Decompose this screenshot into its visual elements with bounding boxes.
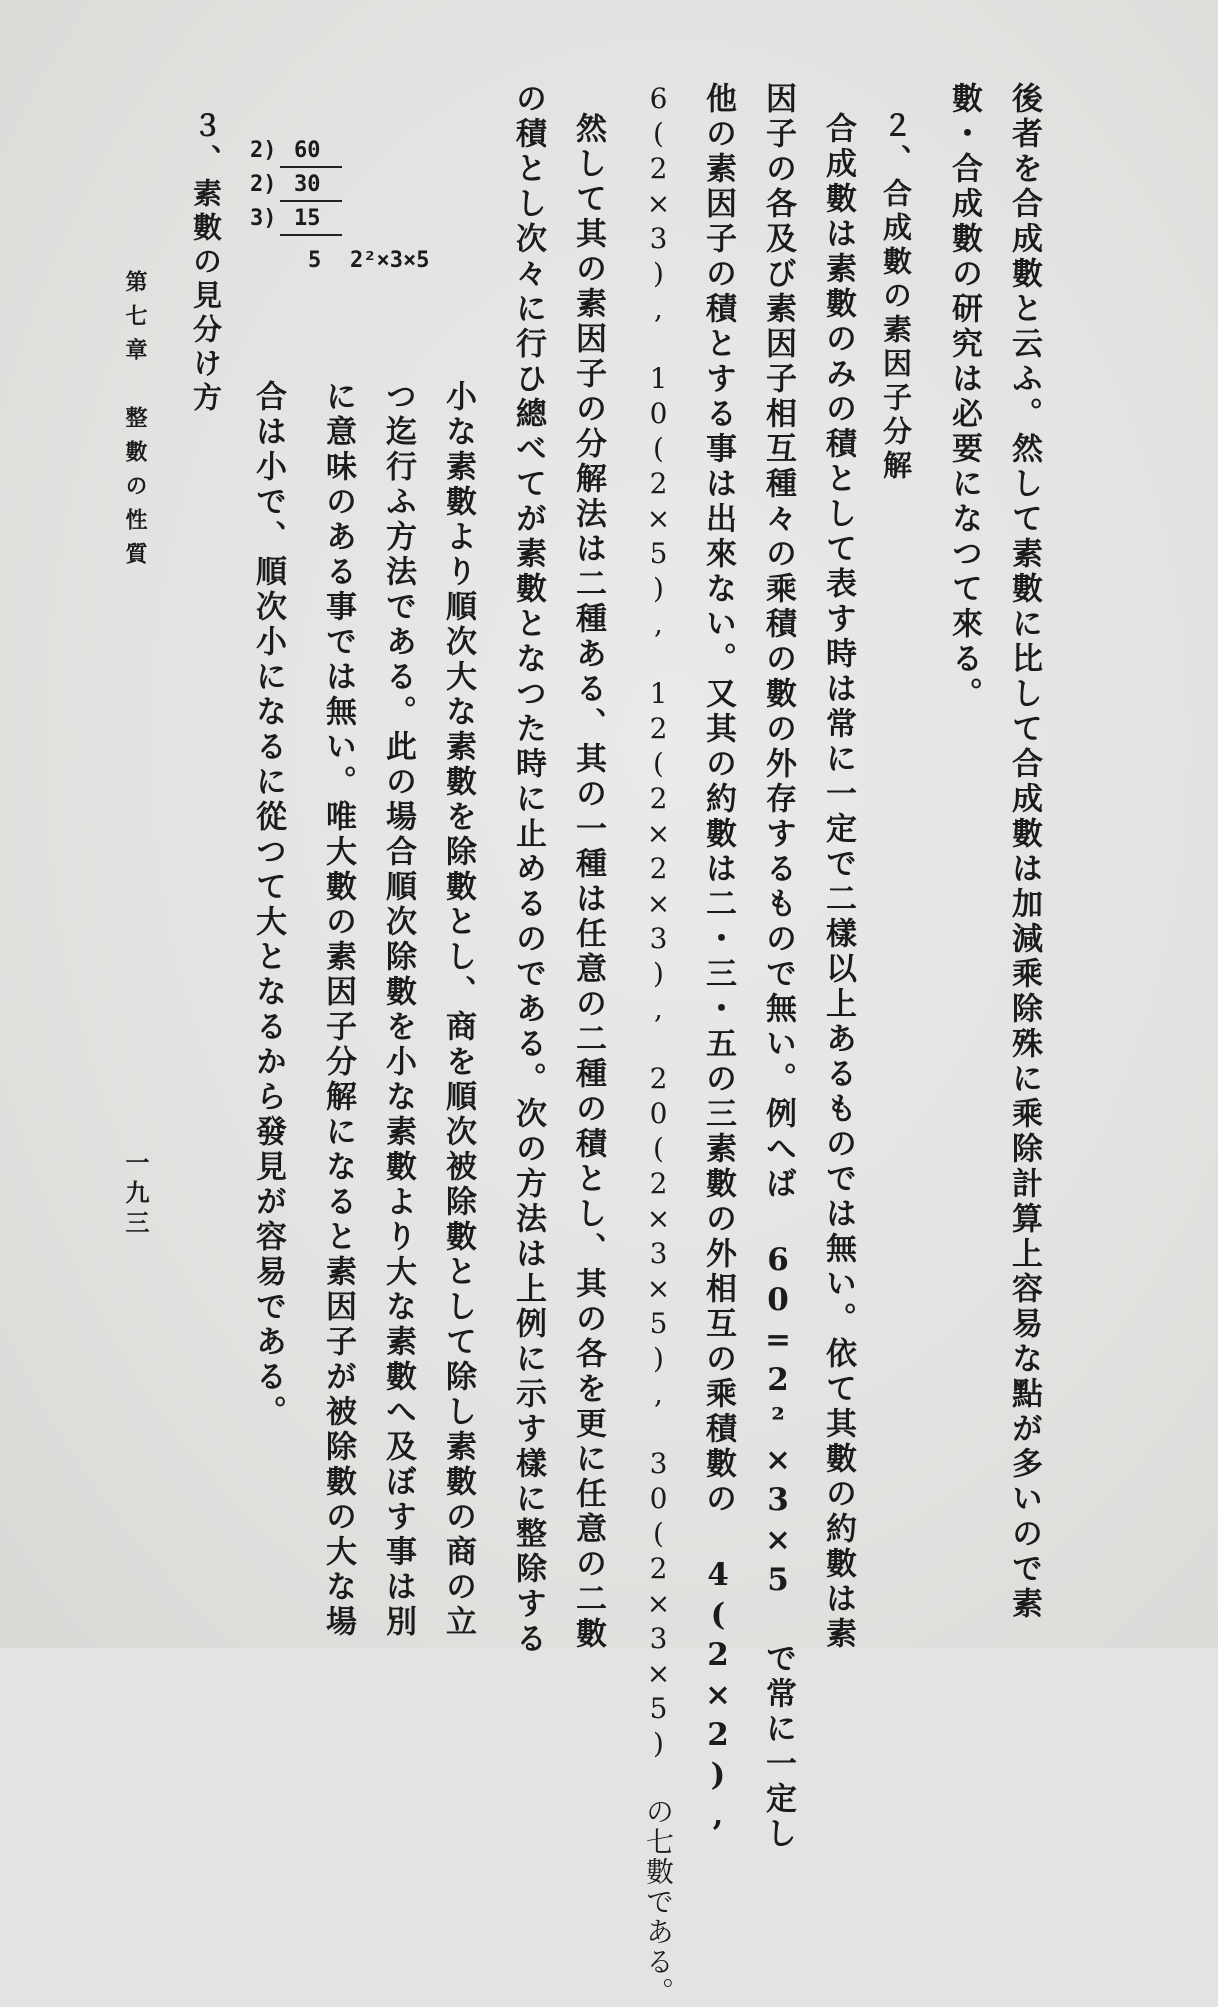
text-column-12: に意味のある事では無い。唯大數の素因子分解になると素因子が被除數の大な場 [320, 380, 356, 1640]
text-column-5: 因子の各及び素因子相互種々の乘積の數の外存するもので無い。例へば 60=2²×3×5 で常に一定し [760, 82, 796, 1852]
factorization-ladder: 2) 60 2) 30 3) 15 5 2²×3×5 [250, 138, 430, 273]
text-column-1: 後者を合成數と云ふ。然して素數に比して合成數は加減乘除殊に乘除計算上容易な點が多いので素 [1006, 82, 1042, 1622]
ladder-rule [280, 200, 342, 202]
text-column-6: 他の素因子の積とする事は出來ない。又其の約數は二・三・五の三素數の外相互の乘積數の 4(2×2), [700, 82, 736, 1837]
ladder-result: 2²×3×5 [350, 248, 430, 273]
section-heading-3: ３、素數の見分け方 [189, 110, 223, 416]
text-column-7: 6(2×3), 10(2×5), 12(2×2×3), 20(2×3×5), 30(2×3×5) の七數である。 [642, 82, 675, 2007]
text-column-8: 然して其の素因子の分解法は二種ある、其の一種は任意の二種の積とし、其の各を更に任意の二數 [570, 112, 606, 1652]
ladder-rule [280, 234, 342, 236]
chapter-running-title: 第七章 整數の性質 [122, 270, 148, 576]
page-number: 一九三 [121, 1150, 150, 1240]
text-column-11: つ迄行ふ方法である。此の場合順次除數を小な素數より大な素數へ及ぼす事は別 [380, 380, 416, 1640]
section-heading-2: ２、合成數の素因子分解 [879, 110, 913, 484]
text-column-10: 小な素數より順次大な素數を除數とし、商を順次被除數として除し素數の商の立 [440, 380, 476, 1640]
text-column-4: 合成數は素數のみの積として表す時は常に一定で二樣以上あるものでは無い。依て其數の約數は素 [820, 112, 856, 1652]
text-column-2: 數・合成數の研究は必要になつて來る。 [946, 82, 982, 712]
text-column-13: 合は小で、順次小になるに從つて大となるから發見が容易である。 [250, 380, 286, 1430]
ladder-rule [280, 166, 342, 168]
text-column-9: の積とし次々に行ひ總べてが素數となつた時に止めるのである。次の方法は上例に示す樣に整除する [510, 82, 546, 1657]
